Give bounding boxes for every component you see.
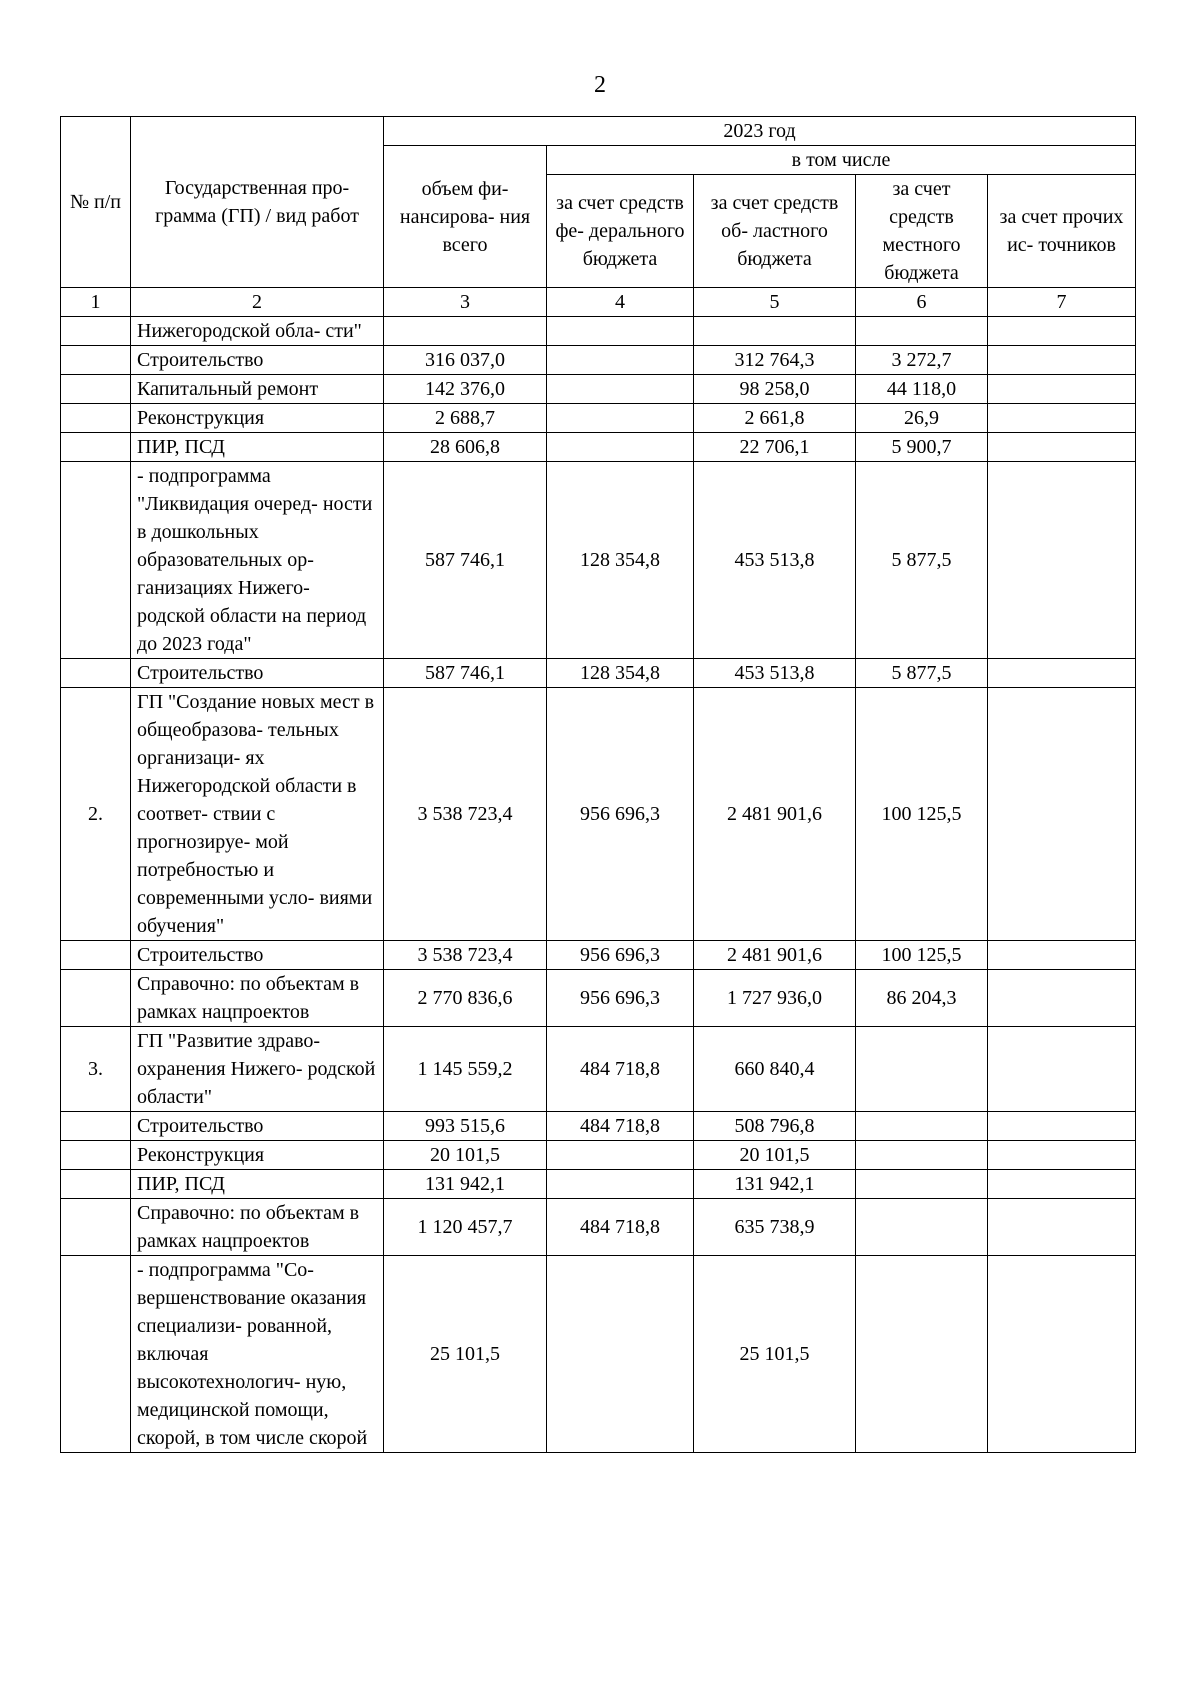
table-header [61,117,1136,317]
row-number: 3. [61,1027,131,1112]
regional-amount: 25 101,5 [694,1256,856,1453]
column-number: 4 [547,288,694,317]
regional-amount: 660 840,4 [694,1027,856,1112]
column-number: 1 [61,288,131,317]
table-row [61,688,1136,941]
header-federal: за счет средств фе- дерального бюджета [547,175,694,288]
total-amount: 142 376,0 [384,375,547,404]
row-number [61,970,131,1027]
row-number [61,1112,131,1141]
local-amount: 5 877,5 [856,462,988,659]
regional-amount: 508 796,8 [694,1112,856,1141]
row-number [61,1141,131,1170]
column-number: 6 [856,288,988,317]
total-amount [384,317,547,346]
local-amount: 86 204,3 [856,970,988,1027]
regional-amount: 312 764,3 [694,346,856,375]
local-amount: 26,9 [856,404,988,433]
budget-table [60,116,1136,1453]
federal-amount [547,404,694,433]
regional-amount [694,317,856,346]
other-amount [988,346,1136,375]
local-amount: 5 900,7 [856,433,988,462]
federal-amount [547,375,694,404]
table-row [61,375,1136,404]
program-name: Строительство [131,1112,384,1141]
local-amount: 3 272,7 [856,346,988,375]
total-amount: 3 538 723,4 [384,941,547,970]
table-row [61,346,1136,375]
total-amount: 3 538 723,4 [384,688,547,941]
header-other: за счет прочих ис- точников [988,175,1136,288]
other-amount [988,659,1136,688]
table-row [61,1141,1136,1170]
total-amount: 316 037,0 [384,346,547,375]
local-amount: 100 125,5 [856,688,988,941]
other-amount [988,375,1136,404]
program-name: - подпрограмма "Ликвидация очеред- ности в дошкольных образовательных ор- ганизациях Нижего- родской области на период до 2023 года" [131,462,384,659]
federal-amount [547,346,694,375]
row-number [61,941,131,970]
header-year: 2023 год [384,117,1136,146]
total-amount: 131 942,1 [384,1170,547,1199]
row-number [61,375,131,404]
column-numbers-row [61,288,1136,317]
table-row [61,970,1136,1027]
other-amount [988,317,1136,346]
federal-amount: 956 696,3 [547,941,694,970]
federal-amount: 484 718,8 [547,1027,694,1112]
program-name: Капитальный ремонт [131,375,384,404]
program-name: Нижегородской обла- сти" [131,317,384,346]
program-name: Строительство [131,346,384,375]
table-row [61,1027,1136,1112]
federal-amount: 956 696,3 [547,970,694,1027]
regional-amount: 1 727 936,0 [694,970,856,1027]
table-row [61,1256,1136,1453]
total-amount: 993 515,6 [384,1112,547,1141]
table-row [61,433,1136,462]
row-number [61,659,131,688]
local-amount [856,1256,988,1453]
table-row [61,404,1136,433]
federal-amount [547,1256,694,1453]
table-row [61,659,1136,688]
other-amount [988,688,1136,941]
other-amount [988,1256,1136,1453]
program-name: ПИР, ПСД [131,433,384,462]
other-amount [988,1141,1136,1170]
program-name: Реконструкция [131,404,384,433]
table-row [61,1112,1136,1141]
column-number: 3 [384,288,547,317]
other-amount [988,1112,1136,1141]
total-amount: 1 120 457,7 [384,1199,547,1256]
federal-amount [547,1170,694,1199]
local-amount: 5 877,5 [856,659,988,688]
page-number: 2 [594,72,606,98]
regional-amount: 98 258,0 [694,375,856,404]
federal-amount: 484 718,8 [547,1112,694,1141]
program-name: Справочно: по объектам в рамках нацпроектов [131,970,384,1027]
local-amount: 100 125,5 [856,941,988,970]
row-number [61,433,131,462]
table-row [61,462,1136,659]
federal-amount: 956 696,3 [547,688,694,941]
other-amount [988,462,1136,659]
regional-amount: 20 101,5 [694,1141,856,1170]
total-amount: 587 746,1 [384,659,547,688]
other-amount [988,404,1136,433]
other-amount [988,1199,1136,1256]
regional-amount: 635 738,9 [694,1199,856,1256]
header-including: в том числе [547,146,1136,175]
program-name: ГП "Создание новых мест в общеобразова- тельных организаци- ях Нижегородской области в соответ- ствии с прогнозируе- мой потребностью и современными усло- виями обучения" [131,688,384,941]
local-amount [856,1141,988,1170]
column-number: 7 [988,288,1136,317]
program-name: Строительство [131,659,384,688]
regional-amount: 2 661,8 [694,404,856,433]
program-name: Строительство [131,941,384,970]
local-amount [856,1027,988,1112]
local-amount [856,1112,988,1141]
row-number: 2. [61,688,131,941]
total-amount: 2 688,7 [384,404,547,433]
header-regional: за счет средств об- ластного бюджета [694,175,856,288]
federal-amount: 484 718,8 [547,1199,694,1256]
regional-amount: 22 706,1 [694,433,856,462]
header-total: объем фи- нансирова- ния всего [384,146,547,288]
total-amount: 28 606,8 [384,433,547,462]
header-program: Государственная про- грамма (ГП) / вид работ [131,117,384,288]
table-row [61,941,1136,970]
program-name: Справочно: по объектам в рамках нацпроектов [131,1199,384,1256]
table-row [61,317,1136,346]
total-amount: 2 770 836,6 [384,970,547,1027]
total-amount: 20 101,5 [384,1141,547,1170]
local-amount [856,1199,988,1256]
other-amount [988,433,1136,462]
federal-amount: 128 354,8 [547,659,694,688]
regional-amount: 2 481 901,6 [694,941,856,970]
program-name: ГП "Развитие здраво- охранения Нижего- родской области" [131,1027,384,1112]
regional-amount: 2 481 901,6 [694,688,856,941]
row-number [61,317,131,346]
table-body [61,317,1136,1453]
header-local: за счет средств местного бюджета [856,175,988,288]
row-number [61,346,131,375]
total-amount: 1 145 559,2 [384,1027,547,1112]
total-amount: 587 746,1 [384,462,547,659]
regional-amount: 453 513,8 [694,659,856,688]
column-number: 5 [694,288,856,317]
federal-amount [547,433,694,462]
table-row [61,1170,1136,1199]
local-amount [856,1170,988,1199]
program-name: - подпрограмма "Со- вершенствование оказания специализи- рованной, включая высокотехнологич- ную, медицинской помощи, скорой, в том числе скорой [131,1256,384,1453]
federal-amount: 128 354,8 [547,462,694,659]
federal-amount [547,1141,694,1170]
row-number [61,1170,131,1199]
row-number [61,462,131,659]
table-row [61,1199,1136,1256]
other-amount [988,941,1136,970]
row-number [61,1256,131,1453]
program-name: Реконструкция [131,1141,384,1170]
row-number [61,404,131,433]
local-amount: 44 118,0 [856,375,988,404]
other-amount [988,1027,1136,1112]
other-amount [988,1170,1136,1199]
regional-amount: 453 513,8 [694,462,856,659]
other-amount [988,970,1136,1027]
regional-amount: 131 942,1 [694,1170,856,1199]
local-amount [856,317,988,346]
header-num: № п/п [61,117,131,288]
total-amount: 25 101,5 [384,1256,547,1453]
program-name: ПИР, ПСД [131,1170,384,1199]
row-number [61,1199,131,1256]
column-number: 2 [131,288,384,317]
federal-amount [547,317,694,346]
